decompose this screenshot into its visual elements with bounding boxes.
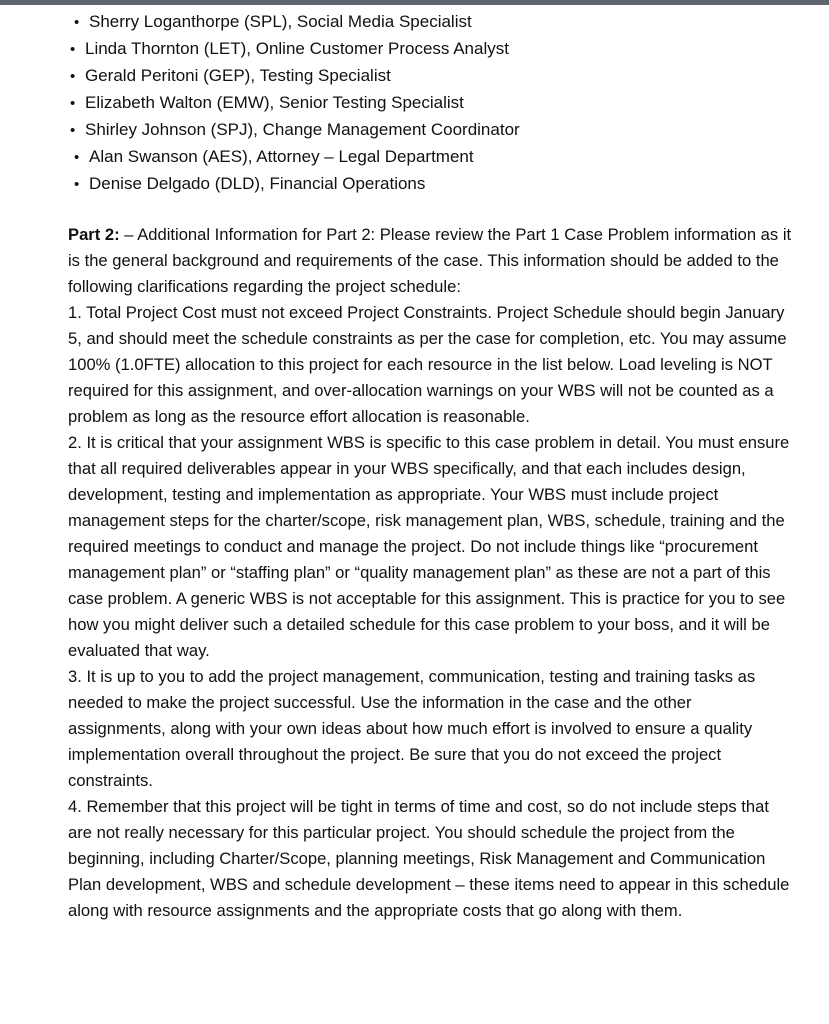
bullet-icon: • [70, 122, 76, 139]
bullet-icon: • [74, 14, 80, 31]
bullet-icon: • [74, 149, 80, 166]
list-item [70, 35, 520, 62]
part2-intro-text: – Additional Information for Part 2: Please review the Part 1 Case Problem information as it is the general background and requirements of the case. This information should be added to the following clarifications regarding the project schedule: [68, 225, 792, 296]
part2-intro-paragraph [68, 222, 793, 300]
bullet-icon: • [70, 68, 76, 85]
list-item [70, 116, 520, 143]
bullet-icon: • [70, 95, 76, 112]
bullet-icon: • [70, 41, 76, 58]
team-member-text: Denise Delgado (DLD), Financial Operations [89, 174, 426, 193]
team-member-text: Elizabeth Walton (EMW), Senior Testing Specialist [85, 93, 464, 112]
list-item [70, 170, 520, 197]
team-member-text: Alan Swanson (AES), Attorney – Legal Department [89, 147, 474, 166]
team-member-text: Sherry Loganthorpe (SPL), Social Media Specialist [89, 12, 472, 31]
list-item [70, 62, 520, 89]
part2-section [68, 222, 793, 924]
team-member-text: Linda Thornton (LET), Online Customer Process Analyst [85, 39, 509, 58]
team-member-text: Gerald Peritoni (GEP), Testing Specialist [85, 66, 391, 85]
part2-item: 2. It is critical that your assignment WBS is specific to this case problem in detail. You must ensure that all required deliverables appear in your WBS specifically, and that each includes design, development, testing and implementation as appropriate. Your WBS must include project management steps for the charter/scope, risk management plan, WBS, schedule, training and the required meetings to conduct and manage the project. Do not include things like “procurement management plan” or “staffing plan” or “quality management plan” as these are not a part of this case problem. A generic WBS is not acceptable for this assignment. This is practice for you to see how you might deliver such a detailed schedule for this case problem to your boss, and it will be evaluated that way. [68, 433, 790, 660]
part2-item: 1. Total Project Cost must not exceed Project Constraints. Project Schedule should begin January 5, and should meet the schedule constraints as per the case for completion, etc. You may assume 100% (1.0FTE) allocation to this project for each resource in the list below. Load leveling is NOT required for this assignment, and over-allocation warnings on your WBS will not be counted as a problem as long as the resource effort allocation is reasonable. [68, 303, 787, 426]
window-top-bar [0, 0, 829, 5]
team-member-text: Shirley Johnson (SPJ), Change Management Coordinator [85, 120, 520, 139]
list-item [70, 89, 520, 116]
part2-item: 4. Remember that this project will be tight in terms of time and cost, so do not include steps that are not really necessary for this particular project. You should schedule the project from the beginning, including Charter/Scope, planning meetings, Risk Management and Communication Plan development, WBS and schedule development – these items need to appear in this schedule along with resource assignments and the appropriate costs that go along with them. [68, 797, 790, 920]
bullet-icon: • [74, 176, 80, 193]
list-item [70, 143, 520, 170]
part2-item: 3. It is up to you to add the project management, communication, testing and training tasks as needed to make the project successful. Use the information in the case and the other assignments, along with your own ideas about how much effort is involved to ensure a quality implementation overall throughout the project. Be sure that you do not exceed the project constraints. [68, 667, 756, 790]
part2-heading: Part 2: [68, 225, 120, 244]
list-item [70, 8, 520, 35]
team-member-list [70, 8, 520, 197]
